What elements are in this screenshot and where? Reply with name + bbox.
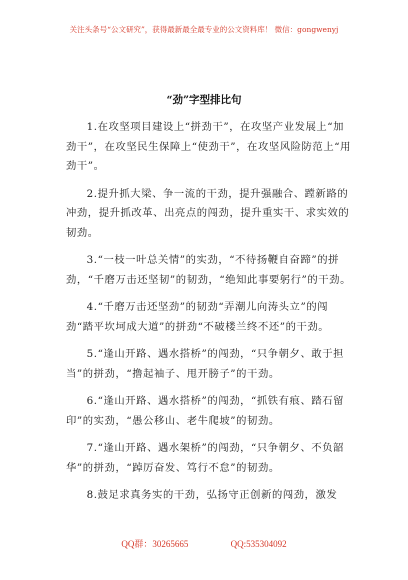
- document-body: [66, 118, 352, 513]
- paragraph-5: 5.“逢山开路、遇水搭桥”的闯劲，“只争朝夕、敢于担当”的拼劲，“撸起袖子、甩开膀子”的干劲。: [66, 348, 345, 380]
- document-title: “劲”字型排比句: [166, 94, 242, 106]
- paragraph-8: 8.鼓足求真务实的干劲，弘扬守正创新的闯劲，激发: [86, 489, 338, 502]
- footer-qq-number: QQ:535304092: [230, 539, 287, 549]
- paragraph-4: 4.“千磨万击还坚劲”的韧劲“弄潮儿向涛头立”的闯劲“踏平坎坷成大道”的拼劲“不破楼兰终不还”的干劲。: [66, 301, 330, 333]
- page-footer-contacts: [0, 537, 408, 550]
- paragraph-6: 6.“逢山开路、遇水搭桥”的闯劲，“抓铁有痕、踏石留印”的实劲，“愚公移山、老牛爬坡”的韧劲。: [66, 395, 345, 427]
- footer-qq-group: QQ群：30265665: [121, 539, 189, 549]
- paragraph-1: 1.在攻坚项目建设上“拼劲干”，在攻坚产业发展上“加劲干”，在攻坚民生保障上“使劲干”，在攻坚风险防范上“用劲干”。: [66, 121, 351, 173]
- paragraph-2: 2.提升抓大梁、争一流的干劲，提升强融合、蹚新路的冲劲，提升抓改革、出亮点的闯劲，提升重实干、求实效的韧劲。: [66, 187, 350, 239]
- paragraph-7: 7.“逢山开路、遇水架桥”的闯劲，“只争朝夕、不负韶华”的拼劲，“踔厉奋发、笃行不怠”的韧劲。: [66, 442, 345, 474]
- paragraph-3: 3.“一枝一叶总关情”的实劲，“不待扬鞭自奋蹄”的拼劲，“千磨万击还坚韧”的韧劲，“绝知此事要躬行”的干劲。: [66, 254, 351, 286]
- page-header-banner: 关注头条号“公文研究”，获得最新最全最专业的公文资料库！ 微信：gongwenyj: [69, 25, 339, 34]
